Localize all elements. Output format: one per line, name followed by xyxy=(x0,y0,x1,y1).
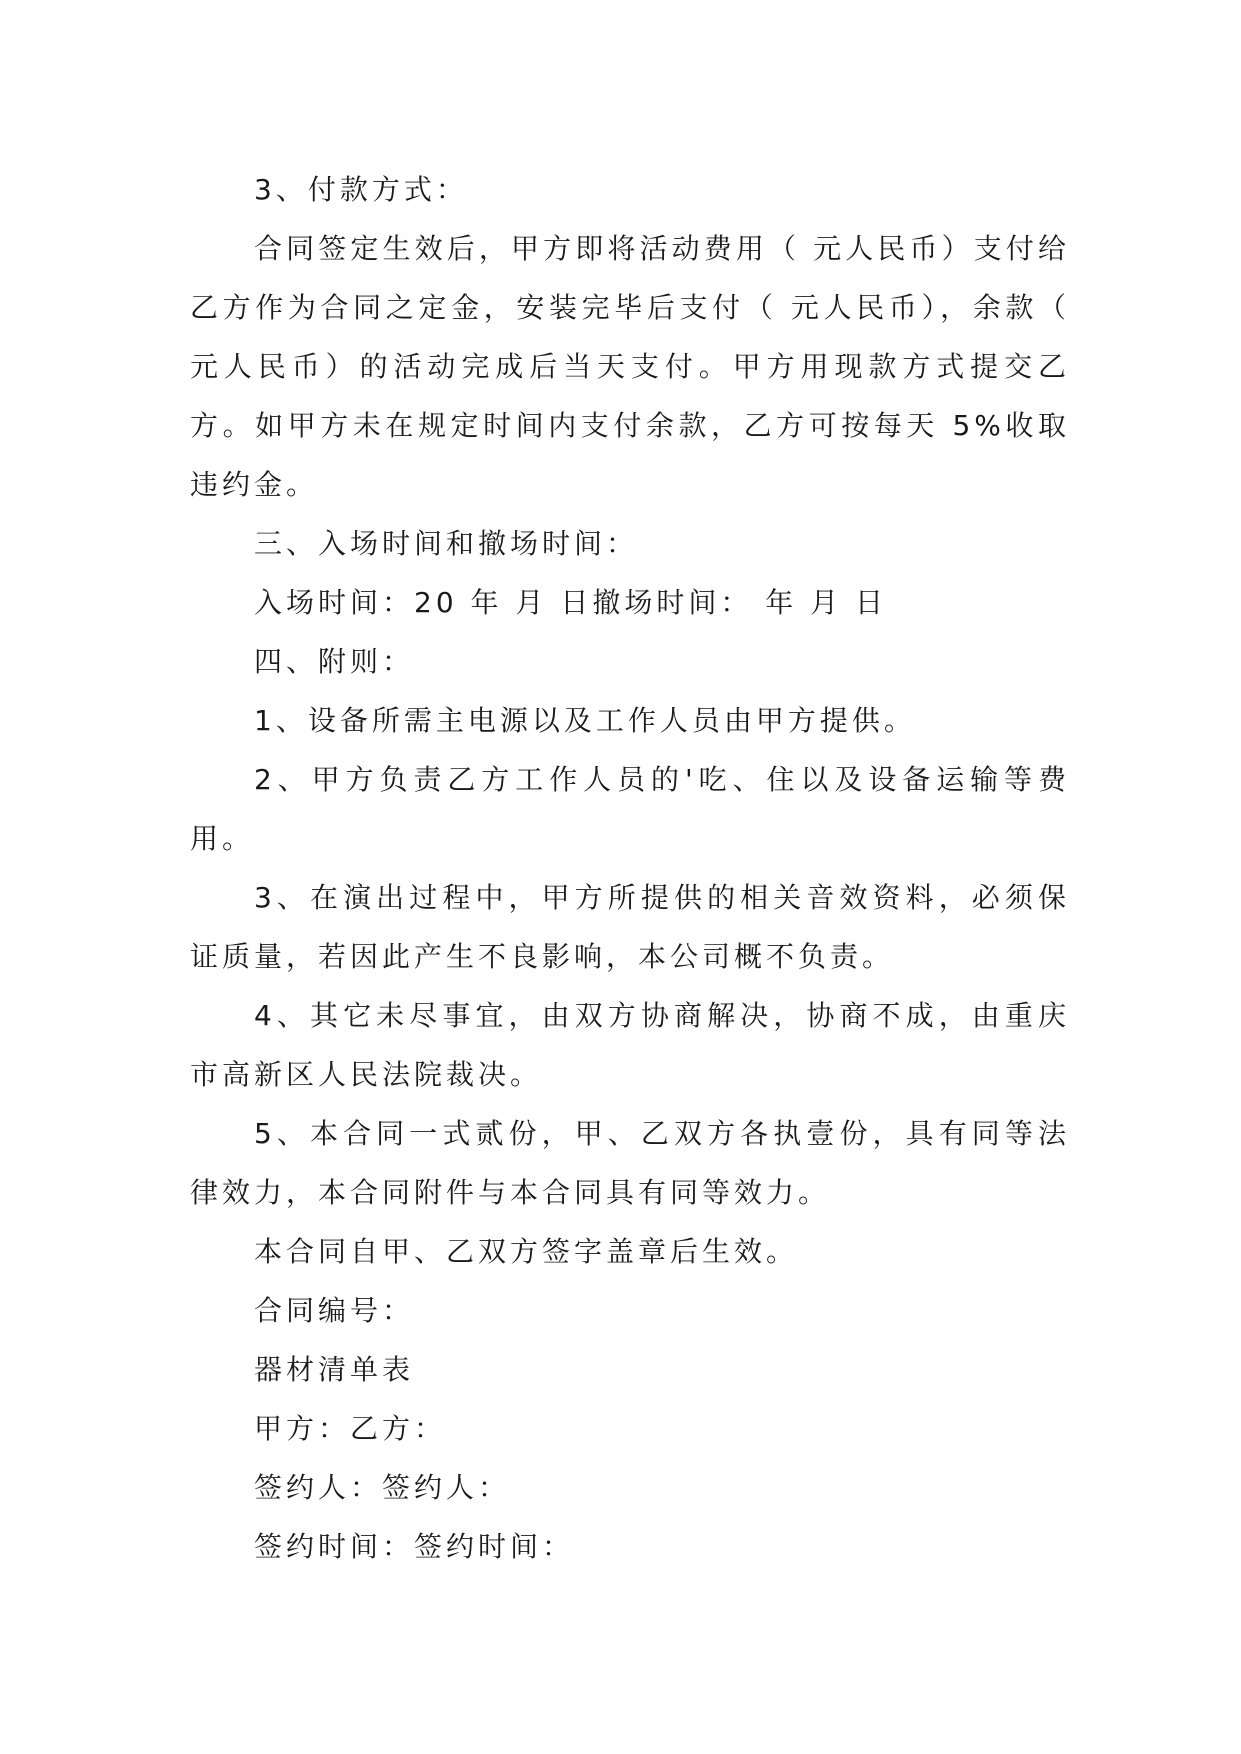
appendix-item-3: 3、在演出过程中，甲方所提供的相关音效资料，必须保证质量，若因此产生不良影响，本公司概不负责。 xyxy=(190,881,1070,973)
appendix-item-2: 2、甲方负责乙方工作人员的'吃、住以及设备运输等费用。 xyxy=(190,763,1070,855)
signatories-line: 签约人：签约人： xyxy=(254,1471,511,1504)
contract-number-label: 合同编号： xyxy=(254,1294,415,1327)
payment-terms-paragraph: 合同签定生效后，甲方即将活动费用（ 元人民币）支付给乙方作为合同之定金，安装完毕后支付（ 元人民币），余款（ 元人民币）的活动完成后当天支付。甲方用现款方式提交乙方。如甲方未在规定时间内支付余款，乙方可按每天 5%收取违约金。 xyxy=(190,232,1070,501)
entry-exit-dates: 入场时间：20 年 月 日撤场时间： 年 月 日 xyxy=(254,586,888,619)
equipment-list-label: 器材清单表 xyxy=(254,1353,415,1386)
appendix-heading: 四、附则： xyxy=(254,645,415,678)
entry-exit-heading: 三、入场时间和撤场时间： xyxy=(254,527,639,560)
appendix-item-1: 1、设备所需主电源以及工作人员由甲方提供。 xyxy=(254,704,916,737)
effective-clause: 本合同自甲、乙双方签字盖章后生效。 xyxy=(254,1235,799,1268)
document-body xyxy=(190,160,1070,1576)
appendix-item-5: 5、本合同一式贰份，甲、乙双方各执壹份，具有同等法律效力，本合同附件与本合同具有同等效力。 xyxy=(190,1117,1070,1209)
parties-line: 甲方：乙方： xyxy=(254,1412,447,1445)
signing-date-line: 签约时间：签约时间： xyxy=(254,1530,575,1563)
payment-method-heading: 3、付款方式： xyxy=(254,173,468,206)
appendix-item-4: 4、其它未尽事宜，由双方协商解决，协商不成，由重庆市高新区人民法院裁决。 xyxy=(190,999,1070,1091)
